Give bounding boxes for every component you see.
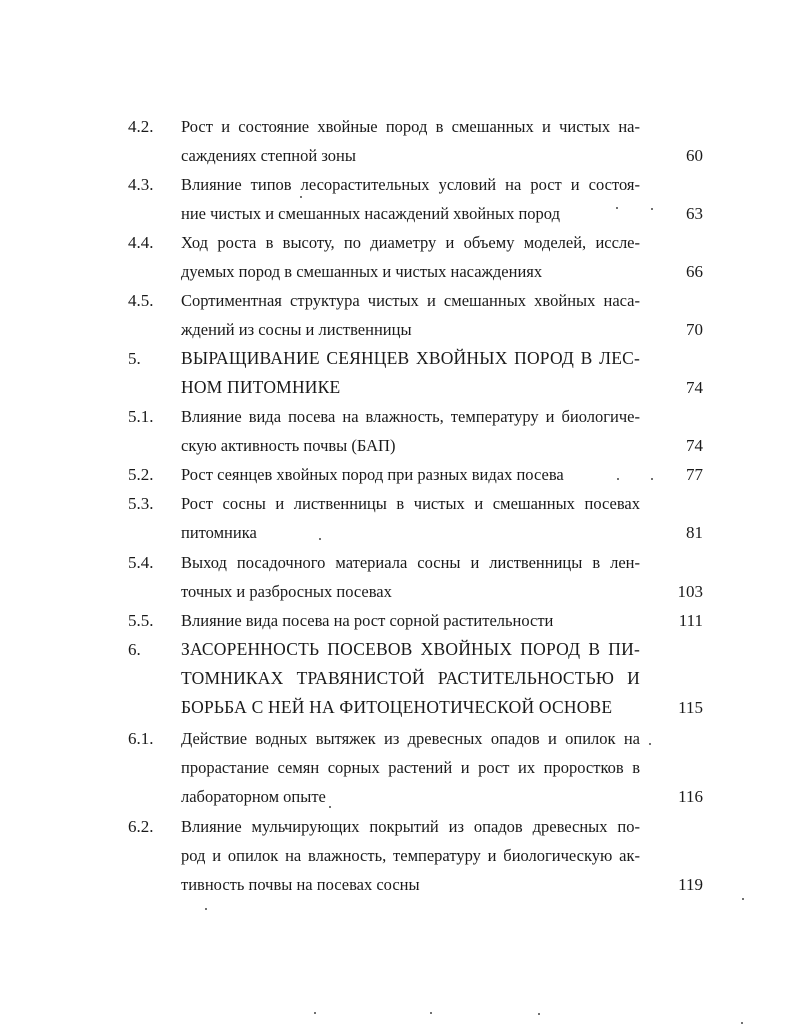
scan-speck [430,1012,432,1014]
section-title-line: Влияние мульчирующих покрытий из опадов древесных по- [181,817,640,836]
section-title-line: род и опилок на влажность, температуру и биологическую ак- [181,846,640,865]
page-number: 63 [686,204,703,223]
section-number: 5.1. [128,407,154,426]
section-number: 5.3. [128,494,154,513]
section-title-line: ние чистых и смешанных насаждений хвойных пород [181,204,560,223]
scan-speck [651,478,653,480]
scan-speck [319,538,321,540]
scan-speck [329,806,331,808]
section-number: 4.5. [128,291,154,310]
page-number: 77 [686,465,703,484]
scan-speck [616,207,618,209]
section-title-line: лабораторном опыте [181,787,326,806]
section-title-line: Сортиментная структура чистых и смешанных хвойных наса- [181,291,640,310]
section-number: 6. [128,640,141,659]
section-number: 5.2. [128,465,154,484]
scan-speck [651,208,653,210]
section-title-line: скую активность почвы (БАП) [181,436,396,455]
section-title-line: Рост и состояние хвойные пород в смешанных и чистых на- [181,117,640,136]
scan-speck [617,478,619,480]
section-number: 4.3. [128,175,154,194]
section-number: 6.2. [128,817,154,836]
section-title-line: НОМ ПИТОМНИКЕ [181,377,341,397]
section-title-line: Влияние типов лесорастительных условий на рост и состоя- [181,175,640,194]
section-title-line: ждений из сосны и лиственницы [181,320,412,339]
section-number: 5.5. [128,611,154,630]
section-title-line: ЗАСОРЕННОСТЬ ПОСЕВОВ ХВОЙНЫХ ПОРОД В ПИ- [181,639,640,659]
page-number: 111 [678,611,703,630]
section-title-line: саждениях степной зоны [181,146,356,165]
section-title-line: Действие водных вытяжек из древесных опадов и опилок на [181,729,640,748]
section-title-line: ТОМНИКАХ ТРАВЯНИСТОЙ РАСТИТЕЛЬНОСТЬЮ И [181,668,640,688]
section-number: 4.4. [128,233,154,252]
section-title-line: Выход посадочного материала сосны и лиственницы в лен- [181,553,640,572]
section-number: 4.2. [128,117,154,136]
section-title-line: ВЫРАЩИВАНИЕ СЕЯНЦЕВ ХВОЙНЫХ ПОРОД В ЛЕС- [181,348,640,368]
section-title-line: прорастание семян сорных растений и рост их проростков в [181,758,640,777]
page-number: 119 [678,875,703,894]
page-number: 116 [678,787,703,806]
scan-speck [205,908,207,910]
section-title-line: Рост сеянцев хвойных пород при разных видах посева [181,465,564,484]
scan-speck [300,196,302,198]
scan-speck [741,1022,743,1024]
page-number: 115 [678,698,703,717]
scan-speck [314,1012,316,1014]
section-title-line: Влияние вида посева на влажность, температуру и биологиче- [181,407,640,426]
section-title-line: Ход роста в высоту, по диаметру и объему моделей, иссле- [181,233,640,252]
page-number: 66 [686,262,703,281]
section-number: 5. [128,349,141,368]
section-title-line: дуемых пород в смешанных и чистых насаждениях [181,262,543,281]
page-number: 103 [677,582,703,601]
page-number: 74 [686,436,703,455]
section-title-line: БОРЬБА С НЕЙ НА ФИТОЦЕНОТИЧЕСКОЙ ОСНОВЕ [181,697,613,717]
section-title-line: тивность почвы на посевах сосны [181,875,420,894]
section-title-line: питомника [181,523,257,542]
scan-speck [649,743,651,745]
scan-speck [742,898,744,900]
section-title-line: Рост сосны и лиственницы в чистых и смешанных посевах [181,494,640,513]
scan-speck [538,1013,540,1015]
section-title-line: Влияние вида посева на рост сорной растительности [181,611,554,630]
page-number: 70 [686,320,703,339]
page-number: 60 [686,146,703,165]
page-number: 81 [686,523,703,542]
section-title-line: точных и разбросных посевах [181,582,392,601]
section-number: 6.1. [128,729,154,748]
page-number: 74 [686,378,703,397]
section-number: 5.4. [128,553,154,572]
